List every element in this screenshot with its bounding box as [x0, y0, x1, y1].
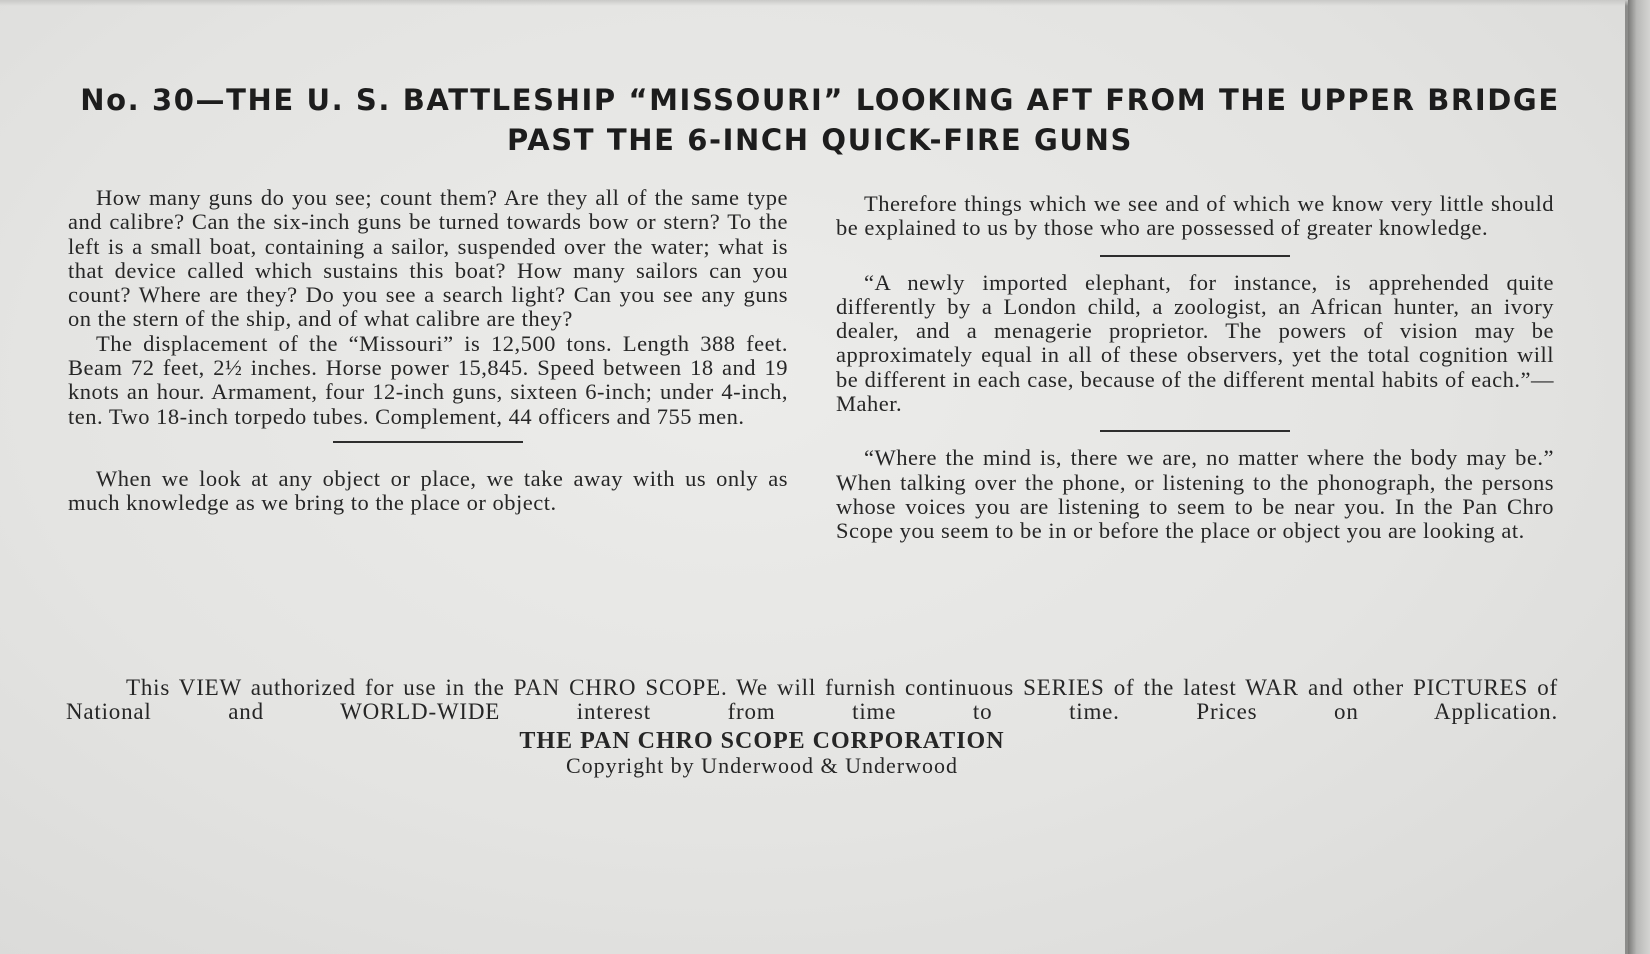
- card-right-edge: [1628, 0, 1650, 954]
- right-text-column: [836, 192, 1554, 544]
- corporation-name: THE PAN CHRO SCOPE CORPORATION: [519, 728, 1005, 754]
- explanation-paragraph: Therefore things which we see and of which we know very little should be explained to us by those who are possessed of greater knowledge.: [836, 191, 1554, 241]
- maher-quote-paragraph: “A newly imported elephant, for instance, is apprehended quite differently by a London child, a zoologist, an African hunter, an ivory dealer, and a menagerie proprietor. The powers of vision may be approximately equal in all of these observers, yet the total cognition will be different in each case, because of the different mental habits of each.”—Maher.: [836, 269, 1554, 417]
- questions-paragraph: How many guns do you see; count them? Are they all of the same type and calibre? Can the six-inch guns be turned towards bow or stern? To the left is a small boat, containing a sailor, suspended over the water; what is that device called which sustains this boat? How many sailors can you count? Where are they? Do you see a search light? Can you see any guns on the stern of the ship, and of what calibre are they?: [68, 185, 788, 332]
- left-text-column: [68, 186, 788, 516]
- authorization-notice: This VIEW authorized for use in the PAN CHRO SCOPE. We will furnish continuous SERIES of the latest WAR and other PICTURES of National and WORLD-WIDE interest from time to time. Prices on Application.: [66, 675, 1558, 724]
- copyright-line: Copyright by Underwood & Underwood: [565, 753, 959, 778]
- publisher-footer: [66, 676, 1558, 778]
- specifications-paragraph: The displacement of the “Missouri” is 12,500 tons. Length 388 feet. Beam 72 feet, 2½ inches. Horse power 15,845. Speed between 18 and 19 knots an hour. Armament, four 12-inch guns, sixteen 6-inch; under 4-inch, ten. Two 18-inch torpedo tubes. Complement, 44 officers and 755 men.: [68, 330, 788, 429]
- card-title: No. 30—THE U. S. BATTLESHIP “MISSOURI” LOOKING AFT FROM THE UPPER BRIDGE PAST THE 6-INCH QUICK-FIRE GUNS: [80, 83, 1560, 157]
- mind-quote-paragraph: “Where the mind is, there we are, no matter where the body may be.” When talking over the phone, or listening to the phonograph, the persons whose voices you are listening to seem to be near you. In the Pan Chro Scope you seem to be in or before the place or object you are looking at.: [836, 445, 1554, 544]
- card-top-shadow: [0, 0, 1628, 6]
- knowledge-paragraph: When we look at any object or place, we take away with us only as much knowledge as we bring to the place or object.: [68, 465, 788, 516]
